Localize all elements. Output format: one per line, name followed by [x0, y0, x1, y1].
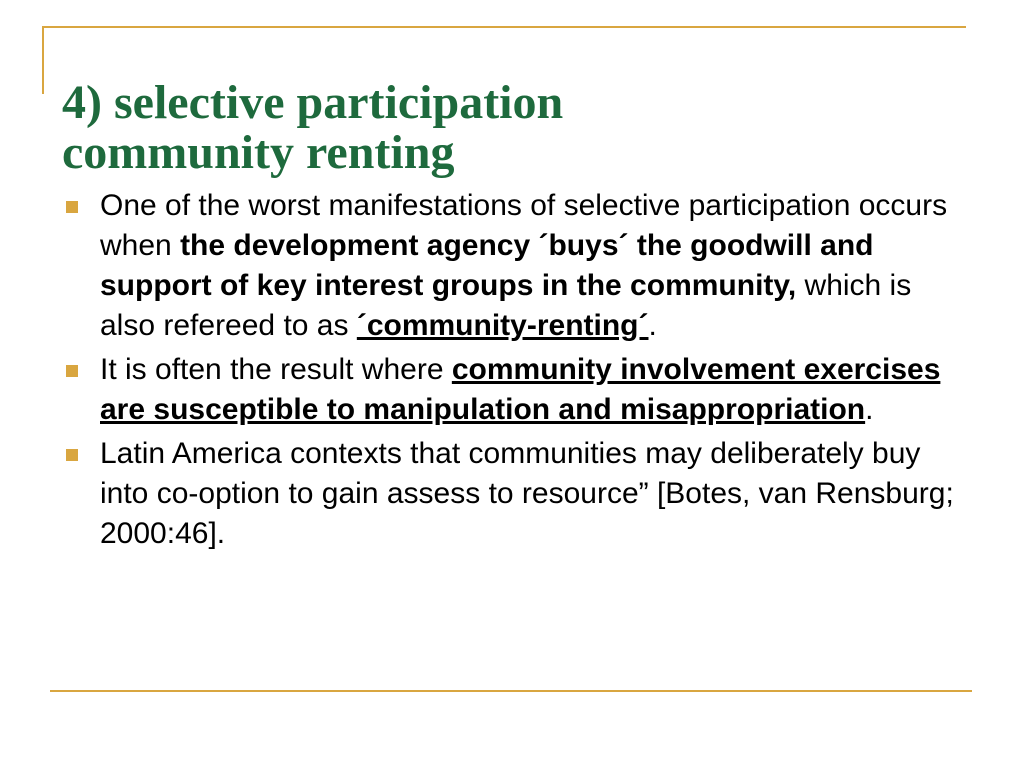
- left-rule: [42, 26, 44, 94]
- bullet-2-text-1: It is often the result where: [100, 353, 452, 386]
- bullet-2-text-2: .: [865, 393, 874, 426]
- top-rule: [42, 26, 966, 28]
- bottom-rule: [50, 690, 972, 692]
- bullet-list: [62, 186, 968, 558]
- square-bullet-icon: [66, 201, 78, 213]
- square-bullet-icon: [66, 449, 78, 461]
- bullet-1-text-2: which is also refereed to as: [100, 269, 912, 342]
- bullet-3-text-1: Latin America contexts that communities may deliberately buy into co-option to gain assess to resource” [Botes, van Rensburg; 2000:46].: [100, 437, 954, 550]
- slide-title: [62, 78, 962, 178]
- bullet-1-emphasis: the development agency ´buys´ the goodwill and support of key interest groups in the community,: [100, 229, 874, 302]
- bullet-1-text-3: .: [648, 309, 657, 342]
- bullet-item-1: [62, 186, 968, 346]
- bullet-2-emphasis: community involvement exercises are susceptible to manipulation and misappropriation: [100, 353, 941, 426]
- bullet-1-term: ´community-renting´: [356, 309, 649, 342]
- bullet-item-3: [62, 434, 968, 554]
- title-line-2: community renting: [62, 126, 455, 180]
- bullet-item-2: [62, 350, 968, 430]
- square-bullet-icon: [66, 365, 78, 377]
- title-line-1: 4) selective participation: [62, 76, 564, 130]
- bullet-1-text-1: One of the worst manifestations of selective participation occurs when: [100, 189, 948, 262]
